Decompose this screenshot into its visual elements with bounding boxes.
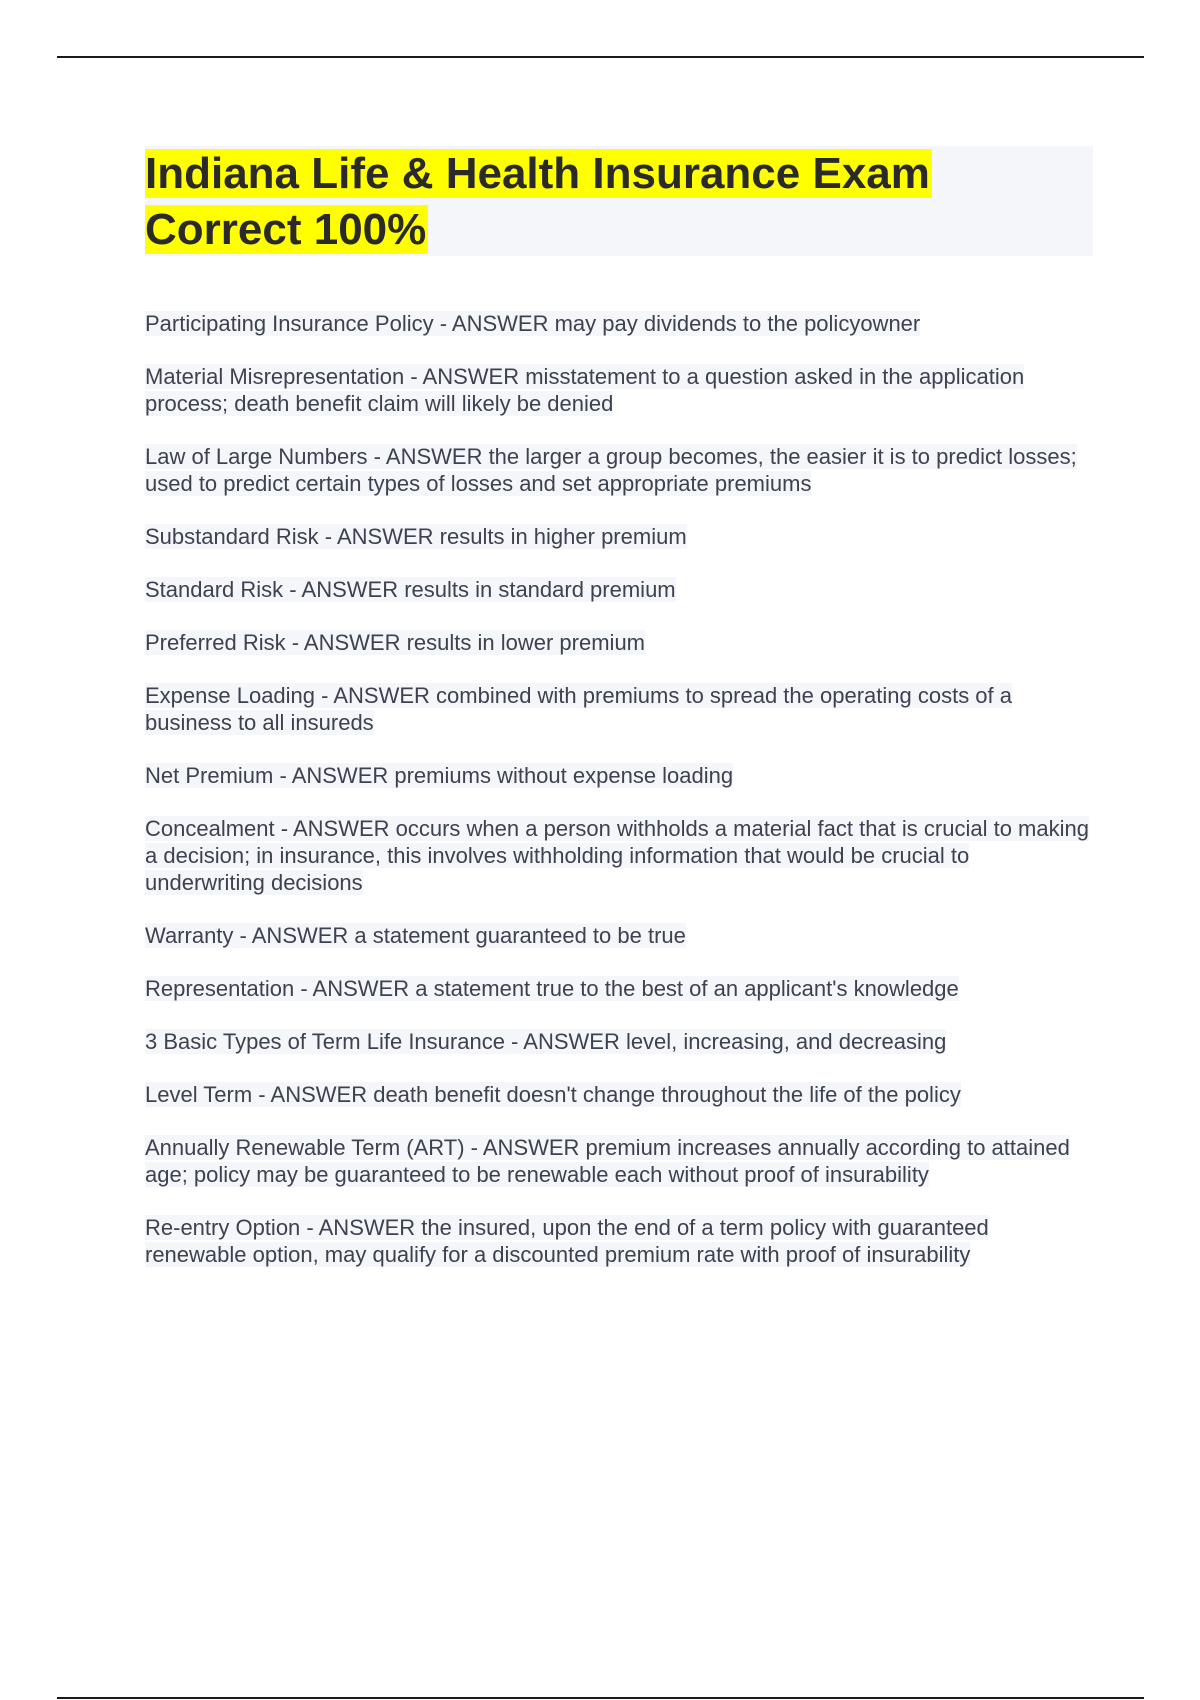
bottom-rule — [57, 1697, 1144, 1699]
qa-entry: Preferred Risk - ANSWER results in lower premium — [145, 630, 646, 655]
qa-entry: Re-entry Option - ANSWER the insured, upon the end of a term policy with guaranteed renewable option, may qualify for a discounted premium rate with proof of insurability — [145, 1215, 989, 1267]
qa-entry: Level Term - ANSWER death benefit doesn't change throughout the life of the policy — [145, 1082, 961, 1107]
qa-list — [145, 310, 1095, 1294]
qa-entry: Law of Large Numbers - ANSWER the larger a group becomes, the easier it is to predict losses; used to predict certain types of losses and set appropriate premiums — [145, 444, 1077, 496]
qa-entry: Participating Insurance Policy - ANSWER may pay dividends to the policyowner — [145, 311, 921, 336]
qa-entry: Substandard Risk - ANSWER results in higher premium — [145, 524, 687, 549]
title-block — [145, 146, 1093, 256]
qa-entry: 3 Basic Types of Term Life Insurance - ANSWER level, increasing, and decreasing — [145, 1029, 947, 1054]
qa-entry: Representation - ANSWER a statement true to the best of an applicant's knowledge — [145, 976, 959, 1001]
top-rule — [57, 56, 1144, 58]
title-line-1: Indiana Life & Health Insurance Exam — [145, 149, 930, 198]
qa-entry: Annually Renewable Term (ART) - ANSWER premium increases annually according to attained age; policy may be guaranteed to be renewable each without proof of insurability — [145, 1135, 1070, 1187]
qa-entry: Warranty - ANSWER a statement guaranteed to be true — [145, 923, 686, 948]
page-title — [145, 146, 1093, 258]
title-line-2: Correct 100% — [145, 205, 427, 254]
qa-entry: Net Premium - ANSWER premiums without expense loading — [145, 763, 734, 788]
qa-entry: Standard Risk - ANSWER results in standard premium — [145, 577, 676, 602]
qa-entry: Concealment - ANSWER occurs when a person withholds a material fact that is crucial to making a decision; in insurance, this involves withholding information that would be crucial to underwriting decisions — [145, 816, 1089, 895]
qa-entry: Expense Loading - ANSWER combined with premiums to spread the operating costs of a business to all insureds — [145, 683, 1013, 735]
qa-entry: Material Misrepresentation - ANSWER misstatement to a question asked in the application process; death benefit claim will likely be denied — [145, 364, 1025, 416]
